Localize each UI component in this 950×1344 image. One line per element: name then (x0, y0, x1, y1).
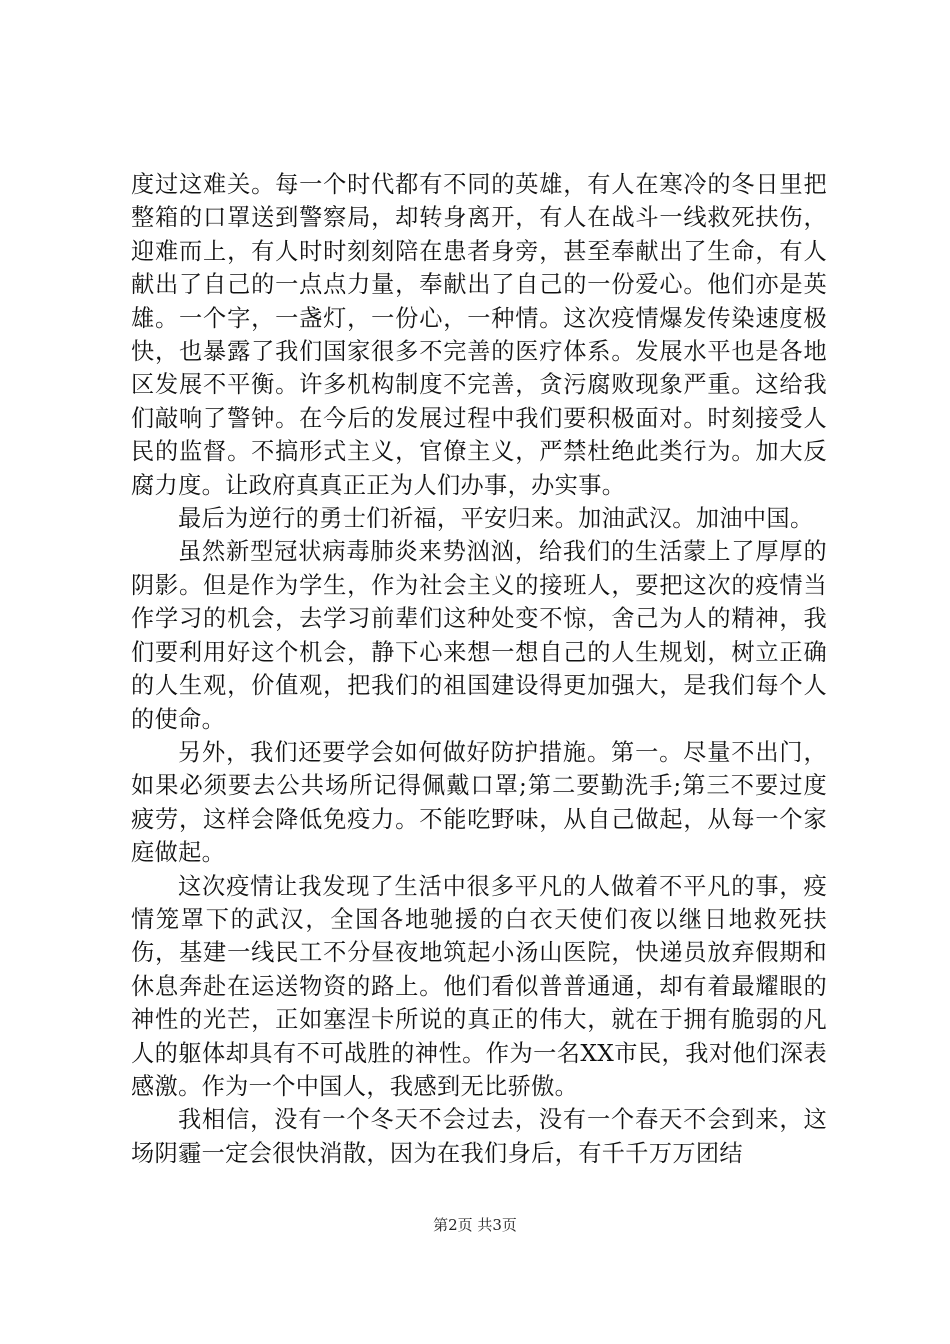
paragraph-2: 最后为逆行的勇士们祈福，平安归来。加油武汉。加油中国。 (178, 505, 814, 533)
paragraph-5: 这次疫情让我发现了生活中很多平凡的人做着不平凡的事，疫情笼罩下的武汉，全国各地驰援的白衣天使们夜以继日地救死扶伤，基建一线民工不分昼夜地筑起小汤山医院，快递员放弃假期和休息奔赴在运送物资的路上。他们看似普普通通，却有着最耀眼的神性的光芒，正如塞涅卡所说的真正的伟大，就在于拥有脆弱的凡人的躯体却具有不可战胜的神性。作为一名XX市民，我对他们深表感激。作为一个中国人，我感到无比骄傲。 (131, 872, 827, 1100)
paragraph-4: 另外，我们还要学会如何做好防护措施。第一。尽量不出门，如果必须要去公共场所记得佩戴口罩;第二要勤洗手;第三不要过度疲劳，这样会降低免疫力。不能吃野味，从自己做起，从每一个家庭做起。 (131, 738, 827, 867)
paragraph-3: 虽然新型冠状病毒肺炎来势汹汹，给我们的生活蒙上了厚厚的阴影。但是作为学生，作为社会主义的接班人，要把这次的疫情当作学习的机会，去学习前辈们这种处变不惊，舍己为人的精神，我们要利用好这个机会，静下心来想一想自己的人生规划，树立正确的人生观，价值观，把我们的祖国建设得更加强大，是我们每个人的使命。 (131, 538, 827, 733)
paragraph-1: 度过这难关。每一个时代都有不同的英雄，有人在寒冷的冬日里把整箱的口罩送到警察局，却转身离开，有人在战斗一线救死扶伤，迎难而上，有人时时刻刻陪在患者身旁，甚至奉献出了生命，有人献出了自己的一点点力量，奉献出了自己的一份爱心。他们亦是英雄。一个字，一盏灯，一份心，一种情。这次疫情爆发传染速度极快，也暴露了我们国家很多不完善的医疗体系。发展水平也是各地区发展不平衡。许多机构制度不完善，贪污腐败现象严重。这给我们敲响了警钟。在今后的发展过程中我们要积极面对。时刻接受人民的监督。不搞形式主义，官僚主义，严禁杜绝此类行为。加大反腐力度。让政府真真正正为人们办事，办实事。 (131, 171, 827, 499)
page-number-footer: 第2页 共3页 (433, 1216, 517, 1234)
document-body (131, 168, 827, 1170)
paragraph-6: 我相信，没有一个冬天不会过去，没有一个春天不会到来，这场阴霾一定会很快消散，因为在我们身后，有千千万万团结 (131, 1106, 827, 1167)
